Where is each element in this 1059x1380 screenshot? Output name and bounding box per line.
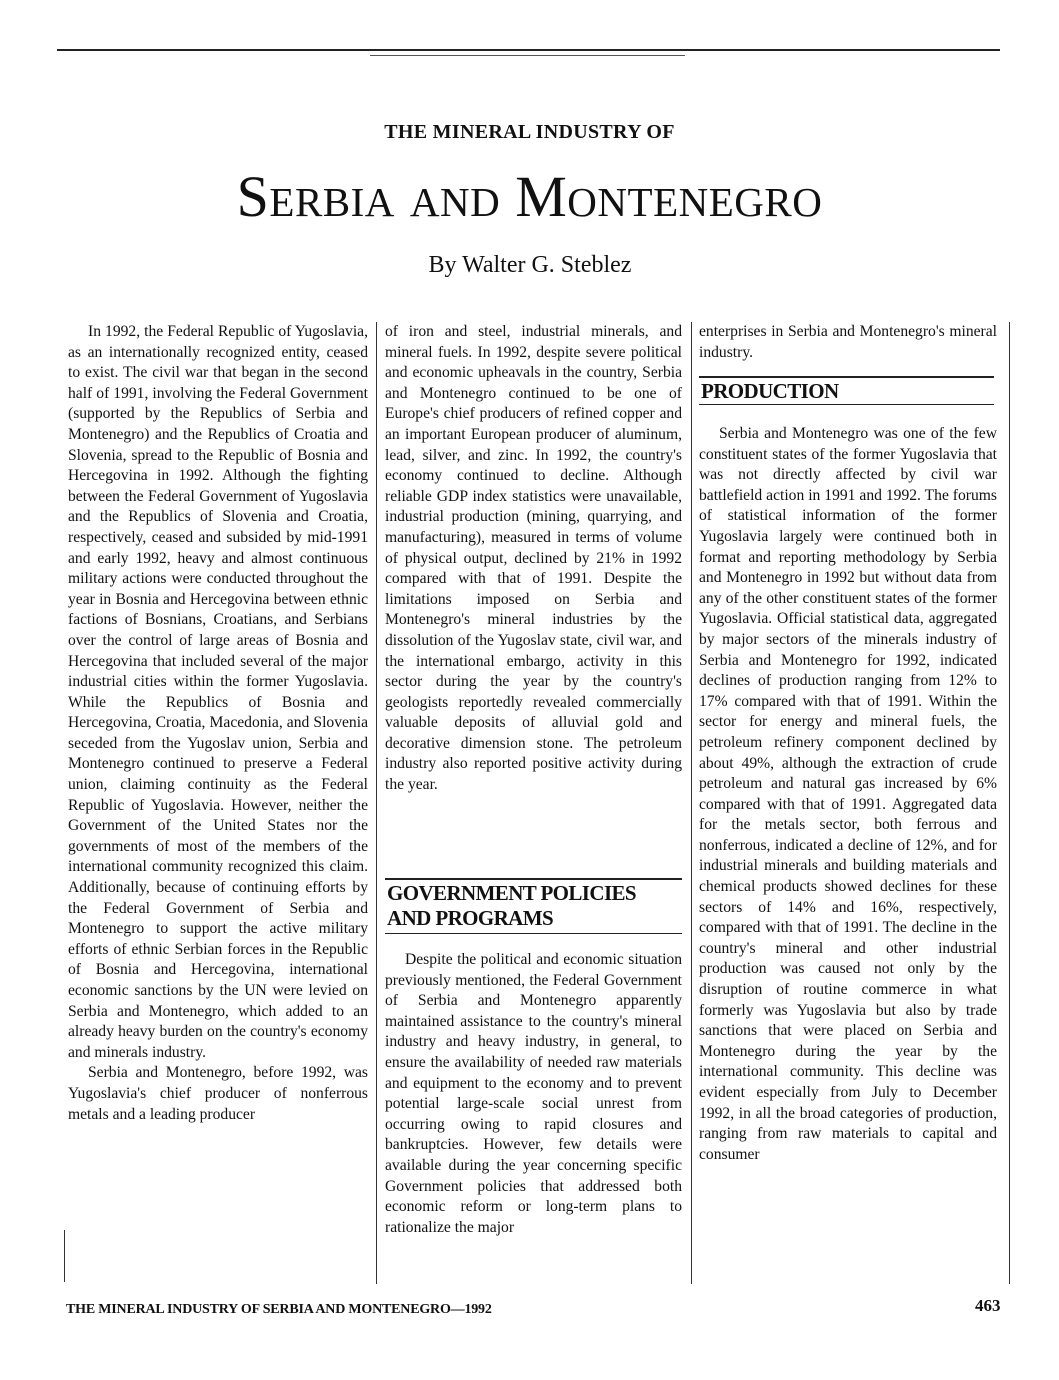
column-divider-1	[376, 322, 377, 1284]
col3-intro-paragraph: enterprises in Serbia and Montenegro's mineral industry.	[699, 323, 997, 361]
govt-policies-heading	[387, 881, 682, 931]
right-margin-rule	[1009, 322, 1010, 1284]
col2-paragraph-2: Despite the political and economic situation previously mentioned, the Federal Government of Serbia and Montenegro apparently maintained assistance to the country's mineral industry and heavy industry, in general, to ensure the availability of needed raw materials and equipment to the economy and to prevent potential large-scale social unrest from occurring owing to rapid closures and bankruptcies. However, few details were available during the year concerning specific Government policies that addressed both economic reform or long-term plans to rationalize the major	[385, 951, 682, 1236]
govt-heading-line-1: GOVERNMENT POLICIES	[387, 881, 637, 905]
page-title: Serbia and Montenegro	[236, 164, 823, 229]
column-divider-2	[691, 322, 692, 1284]
col1-paragraph-1: In 1992, the Federal Republic of Yugoslavia, as an internationally recognized entity, ceased to exist. The civil war that began in the second half of 1991, involving the Federal Government (supported by the Republics of Serbia and Montenegro) and the Republics of Croatia and Slovenia, spread to the Republic of Bosnia and Hercegovina in 1992. Although the fighting between the Federal Government of Yugoslavia and the Republics of Slovenia and Croatia, respectively, ceased and subsided by mid-1991 and early 1992, heavy and almost continuous military actions were conducted throughout the year in Bosnia and Hercegovina between ethnic factions of Bosnians, Croatians, and Serbians over the control of large areas of Bosnia and Hercegovina that included several of the major industrial cities within the former Yugoslavia. While the Republics of Bosnia and Hercegovina, Croatia, Macedonia, and Slovenia seceded from the Yugoslav union, Serbia and Montenegro continued to preserve a Federal union, claiming continuity as the Federal Republic of Yugoslavia. However, neither the Government of the United States nor the governments of most of the members of the international community recognized this claim. Additionally, because of continuing efforts by the Federal Government of Serbia and Montenegro to support the active military efforts of ethnic Serbian forces in the Republic of Bosnia and Hercegovina, international economic sanctions by the UN were levied on Serbia and Montenegro, which added to an already heavy burden on the country's economy and minerals industry.	[68, 323, 368, 1061]
govt-heading-line-2: AND PROGRAMS	[387, 906, 554, 930]
column-3	[699, 424, 997, 1165]
left-margin-rule	[64, 1230, 65, 1282]
production-heading-rule-top	[699, 376, 994, 378]
column-2	[385, 322, 682, 796]
page-kicker: THE MINERAL INDUSTRY OF	[384, 121, 675, 143]
top-rule	[57, 49, 1000, 51]
col3-paragraph: Serbia and Montenegro was one of the few constituent states of the former Yugoslavia that was not directly affected by civil war battlefield action in 1991 and 1992. The forums of statistical information of the former Yugoslavia largely were continued both in format and reporting methodology by Serbia and Montenegro in 1992 but without data from any of the other constituent states of the former Yugoslavia. Official statistical data, aggregated by major sectors of the minerals industry of Serbia and Montenegro for 1992, indicated declines of production ranging from 12% to 17% compared with that of 1991. Within the sector for energy and mineral fuels, the petroleum refinery component declined by about 49%, although the extraction of crude petroleum and natural gas increased by 6% compared with that of 1991. Aggregated data for the metals sector, both ferrous and nonferrous, indicated a decline of 12%, and for industrial minerals and building materials and chemical products showed declines for these sectors of 14% and 16%, respectively, compared with that of 1991. The decline in the country's mineral and other industrial production was caused not only by the disruption of routine commerce in what formerly was Yugoslavia but also by trade sanctions that were placed on Serbia and Montenegro during the year by the international community. This decline was evident especially from July to December 1992, in all the broad categories of production, ranging from raw materials to capital and consumer	[699, 425, 997, 1163]
production-heading: PRODUCTION	[701, 379, 839, 403]
column-1	[68, 322, 368, 1125]
running-footer-title: THE MINERAL INDUSTRY OF SERBIA AND MONTENEGRO—1992	[66, 1302, 492, 1317]
page-number: 463	[975, 1296, 1001, 1315]
top-rule-accent	[370, 55, 685, 56]
byline: By Walter G. Steblez	[428, 252, 632, 278]
col1-paragraph-2: Serbia and Montenegro, before 1992, was Yugoslavia's chief producer of nonferrous metals and a leading producer	[68, 1064, 368, 1123]
column-2-continued	[385, 950, 682, 1238]
column-3-intro	[699, 322, 997, 363]
govt-heading-rule-bottom	[385, 933, 682, 934]
govt-heading-rule-top	[385, 878, 682, 880]
col2-paragraph-1: of iron and steel, industrial minerals, and mineral fuels. In 1992, despite severe political and economic upheavals in the country, Serbia and Montenegro continued to be one of Europe's chief producers of refined copper and an important European producer of aluminum, lead, silver, and zinc. In 1992, the country's economy continued to decline. Although reliable GDP index statistics were unavailable, industrial production (mining, quarrying, and manufacturing), measured in terms of volume of physical output, declined by 21% in 1992 compared with that of 1991. Despite the limitations imposed on Serbia and Montenegro's mineral industries by the dissolution of the Yugoslav state, civil war, and the international embargo, activity in this sector during the year by the country's geologists reportedly revealed commercially valuable deposits of alluvial gold and decorative dimension stone. The petroleum industry also reported positive activity during the year.	[385, 323, 682, 794]
production-heading-rule-bottom	[699, 404, 994, 405]
